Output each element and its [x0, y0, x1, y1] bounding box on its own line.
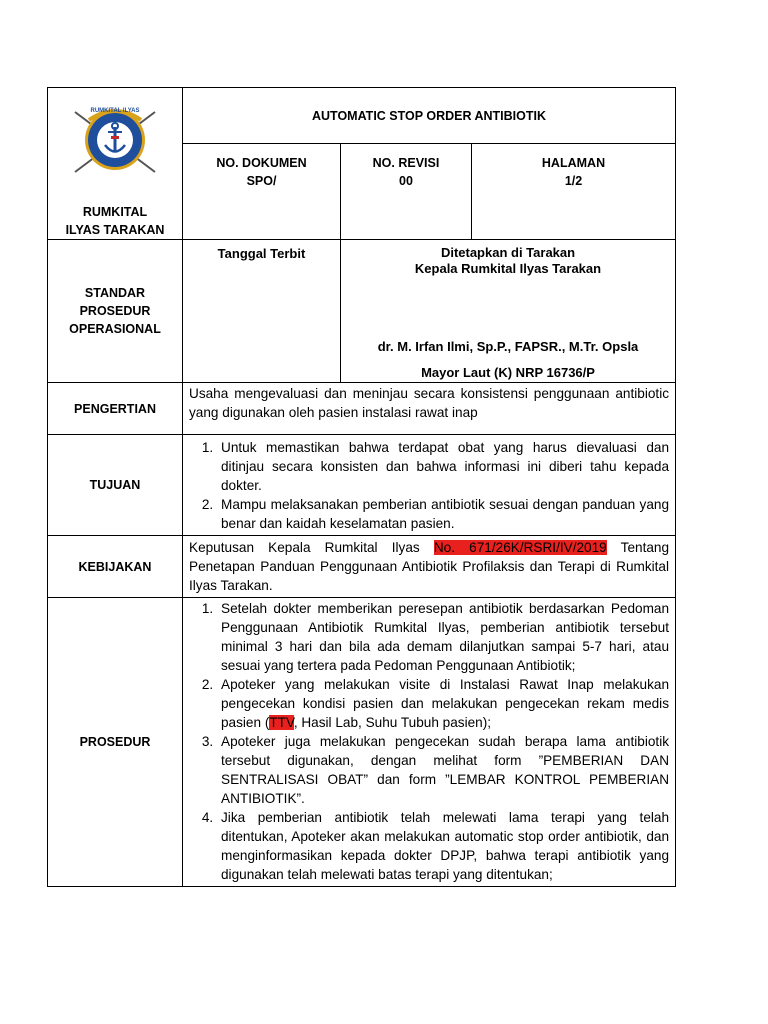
signer-rank: Mayor Laut (K) NRP 16736/P	[421, 365, 595, 380]
sop-table	[47, 87, 676, 887]
kebijakan-label: KEBIJAKAN	[48, 536, 183, 598]
set-line1: Ditetapkan di Tarakan	[440, 245, 576, 260]
sop-label-cell	[48, 240, 183, 383]
tujuan-list	[189, 438, 669, 533]
logo-text: RUMKITAL ILYAS	[90, 108, 140, 114]
kebijakan-text-before: Keputusan Kepala Rumkital Ilyas	[189, 540, 434, 555]
page-value: 1/2	[564, 174, 583, 189]
prosedur-content	[183, 598, 676, 887]
pengertian-text: Usaha mengevaluasi dan meninjau secara konsistensi penggunaan antibiotic yang digunakan oleh pasien instalasi rawat inap	[183, 383, 676, 435]
page-cell	[472, 144, 676, 240]
tujuan-content	[183, 435, 676, 536]
tujuan-label: TUJUAN	[48, 435, 183, 536]
issue-date-cell	[183, 240, 341, 383]
revision-label: NO. REVISI	[372, 156, 440, 171]
pengertian-label: PENGERTIAN	[48, 383, 183, 435]
prosedur-item2-highlight: TTV	[269, 715, 294, 730]
document-title: AUTOMATIC STOP ORDER ANTIBIOTIK	[183, 88, 676, 144]
list-item: 1. Untuk memastikan bahwa terdapat obat yang harus dievaluasi dan ditinjau secara konsisten dan bahwa informasi ini diberi tahu kepada dokter.	[217, 438, 669, 495]
sop-document	[47, 87, 675, 887]
signature-cell	[341, 240, 676, 383]
doc-number-label: NO. DOKUMEN	[216, 156, 307, 171]
prosedur-list	[189, 599, 669, 884]
hospital-logo-icon	[48, 100, 182, 185]
sop-line1: STANDAR	[84, 286, 146, 300]
org-name-line2: ILYAS TARAKAN	[65, 223, 165, 237]
list-item: 4. Jika pemberian antibiotik telah melewati lama terapi yang telah ditentukan, Apoteker akan melakukan automatic stop order antibiotik, dan menginformasikan kepada dokter DPJP, bahwa terapi antibiotik yang digunakan telah melewati batas terapi yang ditentukan;	[217, 808, 669, 884]
kebijakan-text	[183, 536, 676, 598]
prosedur-item2-after: , Hasil Lab, Suhu Tubuh pasien);	[293, 715, 492, 730]
revision-value: 00	[399, 174, 413, 189]
prosedur-item2-before: Apoteker yang melakukan visite di Instalasi Rawat Inap melakukan pengecekan kondisi pasien dan melakukan pengecekan rekam medis pasien (	[221, 677, 670, 730]
org-cell	[48, 88, 183, 240]
sop-line3: OPERASIONAL	[69, 322, 161, 336]
list-item	[217, 675, 669, 732]
doc-number-value: SPO/	[246, 174, 277, 189]
sop-line2: PROSEDUR	[79, 304, 151, 318]
revision-cell	[341, 144, 472, 240]
issue-date-label: Tanggal Terbit	[217, 246, 306, 261]
list-item: 3. Apoteker juga melakukan pengecekan sudah berapa lama antibiotik tersebut digunakan, dengan melihat form ”PEMBERIAN DAN SENTRALISASI OBAT” dan form ”LEMBAR KONTROL PEMBERIAN ANTIBIOTIK”.	[217, 732, 669, 808]
page-label: HALAMAN	[541, 156, 606, 171]
kebijakan-decree-number: No. 671/26K/RSRI/IV/2019	[433, 540, 607, 555]
org-name-line1: RUMKITAL	[82, 205, 148, 219]
set-line2: Kepala Rumkital Ilyas Tarakan	[414, 261, 602, 276]
list-item: 2. Mampu melaksanakan pemberian antibiotik sesuai dengan panduan yang benar dan kaidah keselamatan pasien.	[217, 495, 669, 533]
signer-name: dr. M. Irfan Ilmi, Sp.P., FAPSR., M.Tr. Opsla	[377, 339, 639, 354]
prosedur-label: PROSEDUR	[48, 598, 183, 887]
kebijakan-text-after: Tentang Penetapan Panduan Penggunaan Antibiotik Profilaksis dan Terapi di Rumkital Ilyas Tarakan.	[189, 540, 670, 593]
doc-number-cell	[183, 144, 341, 240]
org-name	[48, 203, 182, 239]
list-item: 1. Setelah dokter memberikan peresepan antibiotik berdasarkan Pedoman Penggunaan Antibiotik Rumkital Ilyas, pemberian antibiotik tersebut minimal 3 hari dan bila ada demam dilanjutkan sampai 5-7 hari, atau sesuai yang tertera pada Pedoman Penggunaan Antibiotik;	[217, 599, 669, 675]
